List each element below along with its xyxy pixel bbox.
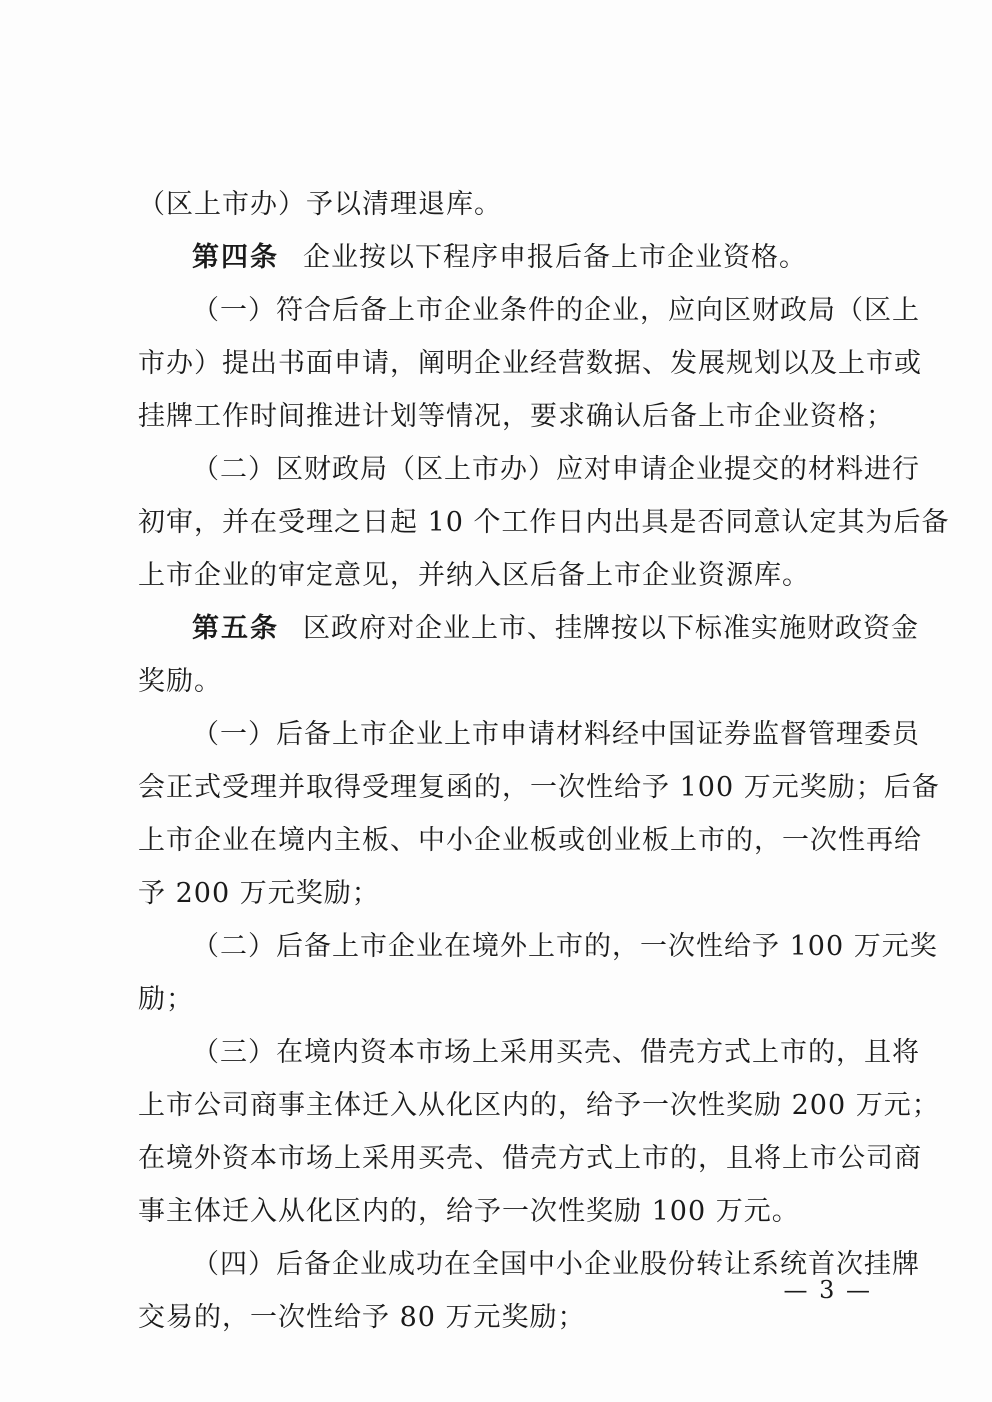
text-line: 初审，并在受理之日起 10 个工作日内出具是否同意认定其为后备 [138, 507, 950, 538]
text-line: （一）后备上市企业上市申请材料经中国证券监督管理委员 [192, 719, 920, 750]
text-line: 励； [138, 984, 194, 1015]
text-line: 交易的，一次性给予 80 万元奖励； [138, 1302, 586, 1333]
article-4-label: 第四条 [192, 242, 279, 273]
text-line: 挂牌工作时间推进计划等情况，要求确认后备上市企业资格； [138, 401, 894, 432]
document-body [138, 178, 950, 1344]
text-line: （二）区财政局（区上市办）应对申请企业提交的材料进行 [192, 454, 920, 485]
text-line: （三）在境内资本市场上采用买壳、借壳方式上市的，且将 [192, 1037, 920, 1068]
text-line: 上市企业的审定意见，并纳入区后备上市企业资源库。 [138, 560, 810, 591]
article-5-text: 区政府对企业上市、挂牌按以下标准实施财政资金 [303, 613, 919, 644]
article-5-label: 第五条 [192, 613, 279, 644]
text-line: 上市企业在境内主板、中小企业板或创业板上市的，一次性再给 [138, 825, 922, 856]
text-line: 在境外资本市场上采用买壳、借壳方式上市的，且将上市公司商 [138, 1143, 922, 1174]
article-5-heading-line [138, 602, 919, 655]
text-line: 上市公司商事主体迁入从化区内的，给予一次性奖励 200 万元； [138, 1090, 940, 1121]
text-line: （一）符合后备上市企业条件的企业，应向区财政局（区上 [192, 295, 920, 326]
text-line: 奖励。 [138, 666, 222, 697]
article-4-text: 企业按以下程序申报后备上市企业资格。 [303, 242, 807, 273]
page-number: — 3 — [783, 1276, 872, 1304]
text-line: 市办）提出书面申请，阐明企业经营数据、发展规划以及上市或 [138, 348, 922, 379]
text-line: （四）后备企业成功在全国中小企业股份转让系统首次挂牌 [192, 1249, 920, 1280]
text-line: （区上市办）予以清理退库。 [138, 189, 502, 220]
text-line: 予 200 万元奖励； [138, 878, 380, 909]
text-line: （二）后备上市企业在境外上市的，一次性给予 100 万元奖 [192, 931, 938, 962]
article-4-heading-line [138, 231, 878, 284]
text-line: 会正式受理并取得受理复函的，一次性给予 100 万元奖励；后备 [138, 772, 940, 803]
text-line: 事主体迁入从化区内的，给予一次性奖励 100 万元。 [138, 1196, 800, 1227]
